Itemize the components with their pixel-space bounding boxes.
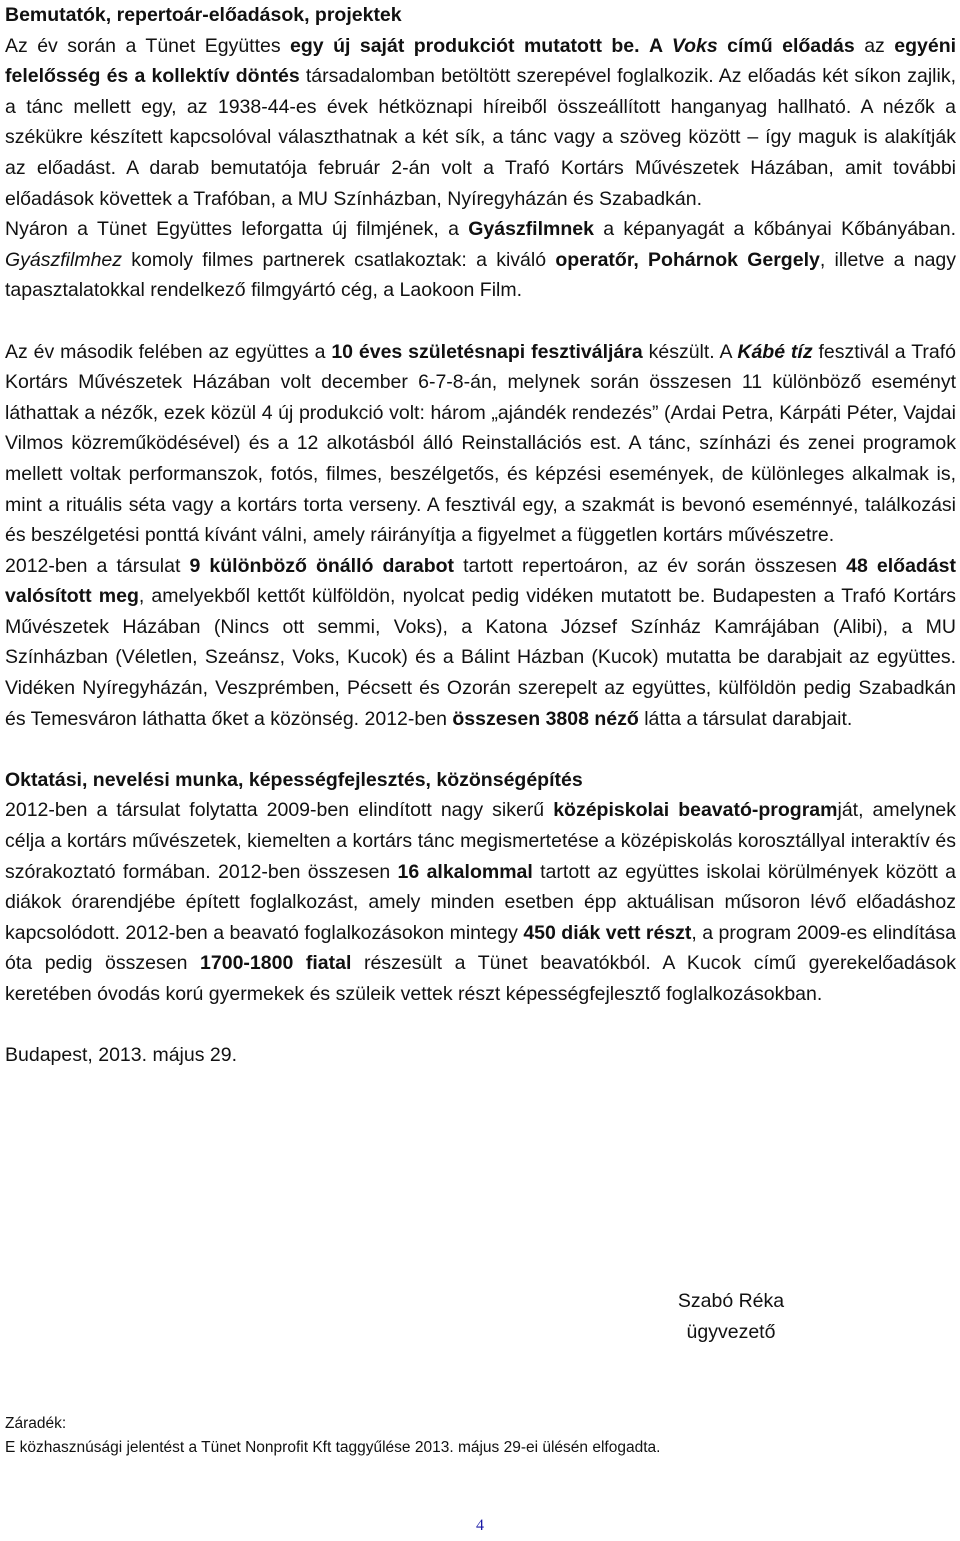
bold-text: 10 éves születésnapi fesztiváljára xyxy=(331,340,643,363)
bold-text: egyéni felelősség és a kollektív döntés xyxy=(5,34,957,88)
bold-text: középiskolai beavató-program xyxy=(553,799,838,822)
bold-text xyxy=(737,341,812,363)
bold-text: 1700-1800 fiatal xyxy=(200,952,352,975)
text-span: látta a társulat darabjait. xyxy=(638,707,853,730)
text-span: A xyxy=(649,34,672,57)
bold-text: egy új saját produkciót mutatott be. xyxy=(290,34,640,57)
closing-clause xyxy=(5,1412,660,1460)
text-span: , a program 2009-es elindítása óta pedig összesen xyxy=(5,921,956,975)
bold-text: 450 diák vett részt xyxy=(523,921,692,944)
text-span: Az év második felében az együttes a xyxy=(5,340,332,363)
paragraph-education xyxy=(5,795,956,1009)
text-span: , illetve a nagy tapasztalatokkal rendelkező filmgyártó cég, a Laokoon Film. xyxy=(5,248,957,302)
paragraph-voks xyxy=(5,31,956,215)
page-number: 4 xyxy=(476,1517,484,1534)
bold-text: operatőr, Pohárnok Gergely xyxy=(555,248,820,271)
text-span: 2012-ben a társulat xyxy=(5,554,190,577)
italic-title: Kábé tíz xyxy=(737,340,813,363)
text-span: részesült a Tünet beavatókból. A Kucok című gyerekelőadások keretében óvodás korú gyermekek és szüleik vettek részt képességfejlesztő foglalkozásokban. xyxy=(5,952,957,1005)
text-span: ját, amelynek célja a kortárs művészetek, kiemelten a kortárs tánc megismertetése a középiskolás korosztállyal interaktív és szórakoztató formában. 2012-ben összesen xyxy=(5,799,957,883)
text-span: komoly filmes partnerek csatlakoztak: a kiváló xyxy=(122,248,556,271)
signature-block xyxy=(672,1286,790,1348)
closing-label: Záradék: xyxy=(5,1415,67,1432)
spacer xyxy=(5,734,956,765)
signature-name: Szabó Réka xyxy=(677,1290,785,1312)
italic-title: Voks xyxy=(671,34,718,57)
text-span: az xyxy=(854,34,895,57)
text-span: készült. A xyxy=(642,340,738,363)
text-span: Az év során a Tünet Együttes xyxy=(5,34,291,57)
closing-text: E közhasznúsági jelentést a Tünet Nonprofit Kft taggyűlése 2013. május 29-ei ülésén elfogadta. xyxy=(5,1439,661,1456)
spacer xyxy=(5,1010,956,1041)
paragraph-gyaszfilm xyxy=(5,214,956,306)
text-span: tartott az együttes iskolai körülmények között a diákok órarendjébe épített foglalkozást, amely minden esetben épp aktuálisan műsoron lévő előadáshoz kapcsolódott. 2012-ben a beavató foglalkozásokon mintegy xyxy=(5,860,956,944)
section-heading-projects: Bemutatók, repertoár-előadások, projektek xyxy=(5,4,402,26)
place-date: Budapest, 2013. május 29. xyxy=(5,1044,237,1067)
text-span xyxy=(640,35,649,57)
document-body xyxy=(5,0,956,1071)
bold-text: 16 alkalommal xyxy=(397,860,533,883)
text-span: Nyáron a Tünet Együttes leforgatta új filmjének, a xyxy=(5,218,469,241)
spacer xyxy=(5,306,956,337)
text-span: tartott repertoáron, az év során összesen xyxy=(454,554,847,577)
signature-role: ügyvezető xyxy=(686,1321,776,1343)
paragraph-festival xyxy=(5,337,956,551)
section-heading-education: Oktatási, nevelési munka, képességfejlesztés, közönségépítés xyxy=(5,768,583,791)
text-span: fesztivál a Trafó Kortárs Művészetek Házában volt december 6-7-8-án, melynek során összesen 11 különböző eseményt láthattak a nézők, ezek közül 4 új produkció volt: három „ajándék rendezés” (Ardai Petra, Kárpáti Péter, Vajdai Vilmos közreműködésével) és a 12 alkotásból álló Reinstallációs est. A tánc, színházi és zenei programok mellett voltak performanszok, fotós, filmes, beszélgetős, és képzési események, de különleges alkalmak is, mint a rituális séta vagy a kortárs torta verseny. A fesztivál egy, a szakmát is bevonó eseménnyé, találkozási és beszélgetési ponttá kívánt válni, amely ráirányítja a figyelmet a független kortárs művészetre. xyxy=(5,340,956,547)
text-span: című előadás xyxy=(717,34,855,57)
bold-text: 48 előadást valósított meg xyxy=(5,554,957,608)
text-span: , amelyekből kettőt külföldön, nyolcat pedig vidéken mutatott be. Budapesten a Trafó Kortárs Művészetek Házában (Nincs ott semmi, Voks), a Katona József Színház Kamrájában (Alibi), a MU Színházban (Véletlen, Szeánsz, Voks, Kucok) és a Bálint Házban (Kucok) mutatta be darabjait az együttes. Vidéken Nyíregyházán, Veszprémben, Pécsett és Ozorán szerepelt az együttes, külföldön pedig Szabadkán és Temesváron láthatta őket a közönség. 2012-ben xyxy=(5,585,956,730)
paragraph-repertoire xyxy=(5,551,956,735)
italic-title: Gyászfilmhez xyxy=(5,248,123,271)
text-span: társadalomban betöltött szerepével foglalkozik. Az előadás két síkon zajlik, a tánc mellett egy, az 1938-44-es évek hétköznapi híreiből összeállított hanganyag hallható. A nézők a székükre készített kapcsolóval választhatnak a két sík, a tánc vagy a szöveg között – így maguk is alakítják az előadást. A darab bemutatója február 2-án volt a Trafó Kortárs Művészetek Házában, amit további előadások követtek a Trafóban, a MU Színházban, Nyíregyházán és Szabadkán. xyxy=(5,65,956,210)
text-span: a képanyagát a kőbányai Kőbányában. xyxy=(593,218,957,241)
bold-text: Gyászfilmnek xyxy=(468,218,594,241)
bold-text: 9 különböző önálló darabot xyxy=(189,554,455,577)
bold-text: összesen 3808 néző xyxy=(452,707,639,730)
bold-text xyxy=(649,35,855,57)
text-span: 2012-ben a társulat folytatta 2009-ben elindított nagy sikerű xyxy=(5,799,554,822)
